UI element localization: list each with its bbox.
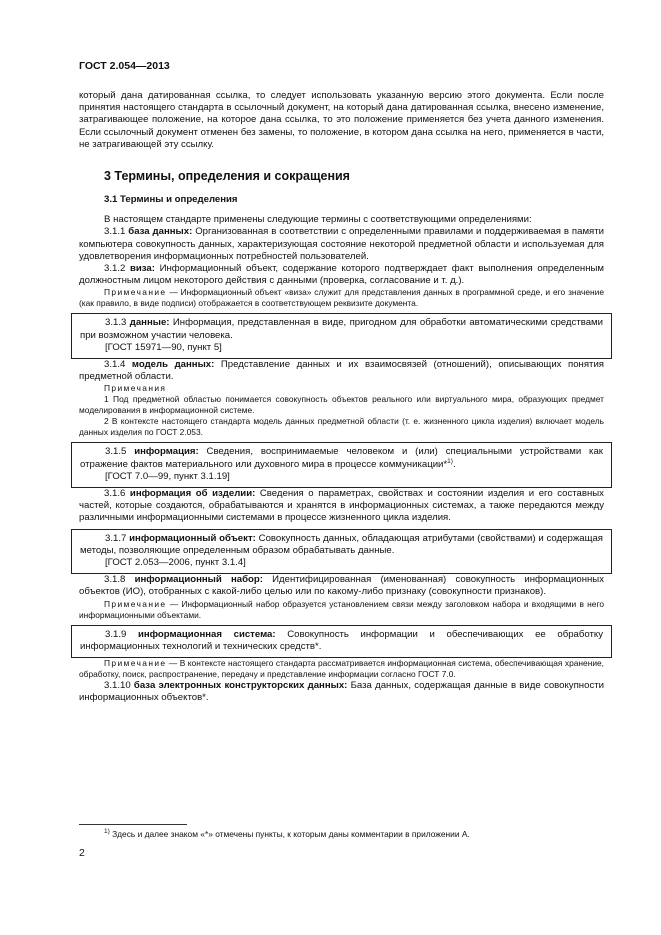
term-name: информационный набор: bbox=[134, 574, 263, 586]
term-box-3-1-3 bbox=[71, 313, 612, 359]
term-definition: Сведения о параметрах, свойствах и состоянии изделия и его составных частей, которые создаются, обрабатываются и хранятся в информационных системах, а также передаются между различными информационными системами в процессе жизненного цикла изделия. bbox=[79, 488, 604, 524]
term-number: 3.1.8 bbox=[104, 574, 135, 586]
intro-paragraph: который дана датированная ссылка, то следует использовать указанную версию этого документа. Если после принятия настоящего стандарта в ссылочный документ, на который дана датированная ссылка, внесено изменение, затрагивающее положение, на которое дана ссылка, то это положение применяется без учета данного изменения. Если ссылочный документ отменен без замены, то положение, в котором дана ссылка на него, применяется в части, не затрагивающей эту ссылку. bbox=[79, 90, 604, 150]
term-number: 3.1.2 bbox=[104, 263, 130, 275]
term-name: информация об изделии: bbox=[129, 488, 256, 500]
term-number: 3.1.3 bbox=[105, 317, 130, 329]
term-number: 3.1.6 bbox=[104, 488, 130, 500]
term-name: информационный объект: bbox=[129, 532, 256, 544]
term-definition: Организованная в соответствии с определенными правилами и поддерживаемая в памяти компьютера совокупность данных, характеризующая состояние некоторой предметной области и используемая для удовлетворения информационных потребностей пользователей. bbox=[79, 226, 604, 262]
notes-label: Примечания bbox=[104, 383, 167, 394]
term-definition: Представление данных и их взаимосвязей (отношений), описывающих понятия предметной области. bbox=[79, 359, 604, 383]
term-3-1-2 bbox=[79, 263, 604, 287]
page-body bbox=[79, 90, 604, 705]
footnote-ref: 1) bbox=[447, 457, 453, 465]
term-definition: Информация, представленная в виде, пригодном для обработки автоматическими средствами при возможном участии человека. bbox=[80, 317, 603, 341]
term-name: информационная система: bbox=[137, 628, 276, 640]
term-name: модель данных: bbox=[131, 359, 215, 371]
footnote-mark: 1) bbox=[104, 828, 110, 836]
note-item-2: 2 В контексте настоящего стандарта модель данных предметной области (т. е. жизненного цикла изделия) включает модель данных изделия по ГОСТ 2.053. bbox=[79, 416, 604, 438]
term-definition: Совокупность данных, обладающая атрибутами (свойствами) и содержащая методы, позволяющие определенным образом обрабатывать данные. bbox=[80, 532, 604, 556]
term-reference: [ГОСТ 15971—90, пункт 5] bbox=[105, 341, 222, 353]
section-title: 3 Термины, определения и сокращения bbox=[104, 169, 350, 184]
note-3-1-2 bbox=[79, 287, 604, 309]
term-number: 3.1.4 bbox=[104, 359, 132, 371]
note-item-1: 1 Под предметной областью понимается совокупность объектов реального или виртуального мира, образующих предмет моделирования в информационной системе. bbox=[79, 394, 604, 416]
term-definition: Идентифицированная (именованная) совокупность информационных объектов (ИО), отобранных с какой-либо целью или по какому-либо признаку (совокупности признаков). bbox=[79, 574, 604, 598]
term-number: 3.1.9 bbox=[105, 628, 138, 640]
term-3-1-7 bbox=[80, 533, 603, 557]
term-definition: Совокупность информации и обеспечивающих ее обработку информационных технологий и технических средств*. bbox=[80, 628, 603, 652]
note-label: Примечание bbox=[104, 287, 167, 298]
section-intro: В настоящем стандарте применены следующие термины с соответствующими определениями: bbox=[104, 214, 532, 226]
term-reference: [ГОСТ 2.053—2006, пункт 3.1.4] bbox=[105, 557, 246, 569]
term-3-1-4 bbox=[79, 359, 604, 383]
term-box-3-1-9 bbox=[71, 625, 612, 658]
term-3-1-8 bbox=[79, 574, 604, 598]
note-3-1-9 bbox=[79, 658, 604, 680]
term-3-1-10 bbox=[79, 680, 604, 704]
term-3-1-9 bbox=[80, 629, 603, 653]
note-3-1-8 bbox=[79, 599, 604, 621]
note-label: Примечание bbox=[104, 658, 167, 669]
term-name: информация: bbox=[134, 446, 199, 458]
term-3-1-1 bbox=[79, 226, 604, 263]
subsection-title: 3.1 Термины и определения bbox=[104, 194, 238, 206]
footnote bbox=[104, 829, 604, 840]
term-name: виза: bbox=[129, 263, 155, 275]
footnote-text: Здесь и далее знаком «*» отмечены пункты, к которым даны комментарии в приложении А. bbox=[109, 829, 470, 839]
term-definition: Сведения, воспринимаемые человеком и (или) специальными устройствами как отражение фактов материального или духовного мира в процессе коммуникации* bbox=[80, 446, 603, 470]
term-number: 3.1.10 bbox=[104, 680, 134, 692]
note-text: — Информационный набор образуется установлением связи между заголовком набора и входящими в него информационными объектами. bbox=[79, 598, 604, 620]
term-name: база электронных конструкторских данных: bbox=[133, 680, 348, 692]
term-box-3-1-7 bbox=[71, 529, 612, 575]
term-3-1-6 bbox=[79, 488, 604, 525]
note-label: Примечание bbox=[104, 598, 167, 609]
document-header: ГОСТ 2.054—2013 bbox=[79, 60, 170, 72]
term-definition: База данных, содержащая данные в виде совокупности информационных объектов*. bbox=[79, 680, 604, 704]
term-number: 3.1.7 bbox=[105, 532, 130, 544]
term-3-1-5 bbox=[80, 446, 603, 470]
term-definition: Информационный объект, содержание которого подтверждает факт выполнения определенным должностным лицом некоторого действия с данными (проверка, согласование и т. д.). bbox=[79, 263, 604, 287]
term-number: 3.1.1 bbox=[104, 226, 129, 238]
footnote-divider bbox=[79, 824, 187, 825]
term-number: 3.1.5 bbox=[105, 446, 135, 458]
term-name: база данных: bbox=[128, 226, 193, 238]
page-number: 2 bbox=[79, 847, 85, 859]
term-reference: [ГОСТ 7.0—99, пункт 3.1.19] bbox=[105, 470, 230, 482]
term-tail: . bbox=[452, 458, 456, 470]
note-text: — Информационный объект «виза» служит для представления данных в программной среде, и его значение (как правило, в виде подписи) отображается в соответствующем реквизите документа. bbox=[79, 287, 604, 309]
term-name: данные: bbox=[129, 317, 170, 329]
note-text: — В контексте настоящего стандарта рассматривается информационная система, обеспечивающая хранение, обработку, поиск, распространение, передачу и представление информации согласно ГОСТ 7.0. bbox=[79, 658, 604, 680]
term-box-3-1-5 bbox=[71, 442, 612, 488]
term-3-1-3 bbox=[80, 317, 603, 341]
